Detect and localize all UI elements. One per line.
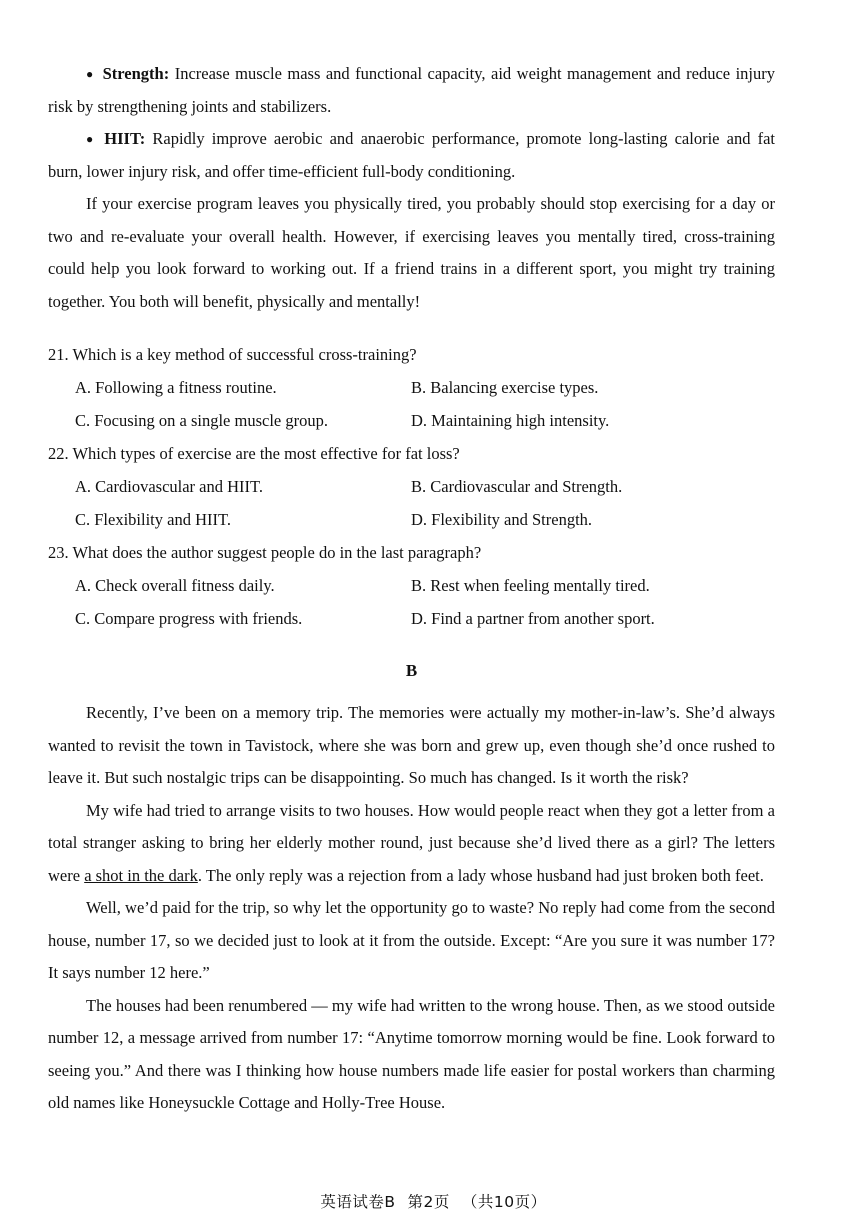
- bullet-term: HIIT:: [104, 129, 146, 148]
- footer-exam-name: 英语试卷B: [320, 1193, 396, 1211]
- underlined-phrase: a shot in the dark: [84, 865, 198, 885]
- section-b-paragraph-1: Recently, I’ve been on a memory trip. The memories were actually my mother-in-law’s. She’d always wanted to revisit the town in Tavistock, where she was born and grew up, even though she’d once rushed to leave it. But such nostalgic trips can be disappointing. So much has changed. Is it worth the risk?: [48, 703, 775, 787]
- question-options: [75, 569, 775, 635]
- question-stem: 21. Which is a key method of successful cross-training?: [48, 345, 417, 364]
- question-stem: 22. Which types of exercise are the most effective for fat loss?: [48, 444, 460, 463]
- bullet-dot-icon: ●: [86, 132, 97, 146]
- bullet-term: Strength:: [102, 64, 170, 83]
- option-b[interactable]: B. Balancing exercise types.: [411, 378, 599, 397]
- section-b-title: B: [405, 661, 418, 680]
- paragraph-text: My wife had tried to arrange visits to two houses. How would people react when they got a letter from a total stranger asking to bring her elderly mother round, just because she’d lived there as a girl? The letters were: [48, 800, 775, 885]
- bullet-hiit: [48, 123, 775, 188]
- section-b-paragraph-2: [48, 795, 775, 893]
- bullet-strength: [48, 58, 775, 123]
- question-22: [48, 437, 775, 536]
- bullet-text: Increase muscle mass and functional capacity, aid weight management and reduce injury risk by strengthening joints and stabilizers.: [48, 64, 775, 116]
- page-footer: [0, 1190, 867, 1212]
- section-b-paragraph-4: The houses had been renumbered — my wife had written to the wrong house. Then, as we stood outside number 12, a message arrived from number 17: “Anytime tomorrow morning would be fine. Look forward to seeing you.” And there was I thinking how house numbers made life easier for postal workers than charming old names like Honeysuckle Cottage and Holly-Tree House.: [48, 995, 775, 1112]
- option-d[interactable]: D. Find a partner from another sport.: [411, 609, 655, 628]
- option-c[interactable]: C. Focusing on a single muscle group.: [75, 411, 328, 430]
- option-b[interactable]: B. Cardiovascular and Strength.: [411, 477, 623, 496]
- question-options: [75, 371, 775, 437]
- bullet-dot-icon: ●: [86, 67, 95, 81]
- option-d[interactable]: D. Maintaining high intensity.: [411, 411, 610, 430]
- paragraph-text: . The only reply was a rejection from a lady whose husband had just broken both feet.: [197, 865, 764, 885]
- question-23: [48, 536, 775, 635]
- option-c[interactable]: C. Flexibility and HIIT.: [75, 510, 231, 529]
- option-c[interactable]: C. Compare progress with friends.: [75, 609, 303, 628]
- option-a[interactable]: A. Cardiovascular and HIIT.: [75, 477, 264, 496]
- option-a[interactable]: A. Check overall fitness daily.: [75, 576, 275, 595]
- footer-total-pages: （共10页）: [461, 1193, 547, 1211]
- option-b[interactable]: B. Rest when feeling mentally tired.: [411, 576, 650, 595]
- option-d[interactable]: D. Flexibility and Strength.: [411, 510, 593, 529]
- option-a[interactable]: A. Following a fitness routine.: [75, 378, 277, 397]
- footer-page-number: 第2页: [407, 1193, 450, 1211]
- section-b-paragraph-3: Well, we’d paid for the trip, so why let the opportunity go to waste? No reply had come from the second house, number 17, so we decided just to look at it from the outside. Except: “Are you sure it was number 17? It says number 12 here.”: [48, 898, 775, 982]
- question-stem: 23. What does the author suggest people do in the last paragraph?: [48, 543, 482, 562]
- closing-paragraph: If your exercise program leaves you physically tired, you probably should stop exercising for a day or two and re-evaluate your overall health. However, if exercising leaves you mentally tired, cross-training could help you look forward to working out. If a friend trains in a different sport, you might try training together. You both will benefit, physically and mentally!: [48, 194, 775, 311]
- question-options: [75, 470, 775, 536]
- exam-page: [48, 58, 775, 1120]
- question-21: [48, 338, 775, 437]
- bullet-text: Rapidly improve aerobic and anaerobic performance, promote long-lasting calorie and fat burn, lower injury risk, and offer time-efficient full-body conditioning.: [48, 129, 776, 181]
